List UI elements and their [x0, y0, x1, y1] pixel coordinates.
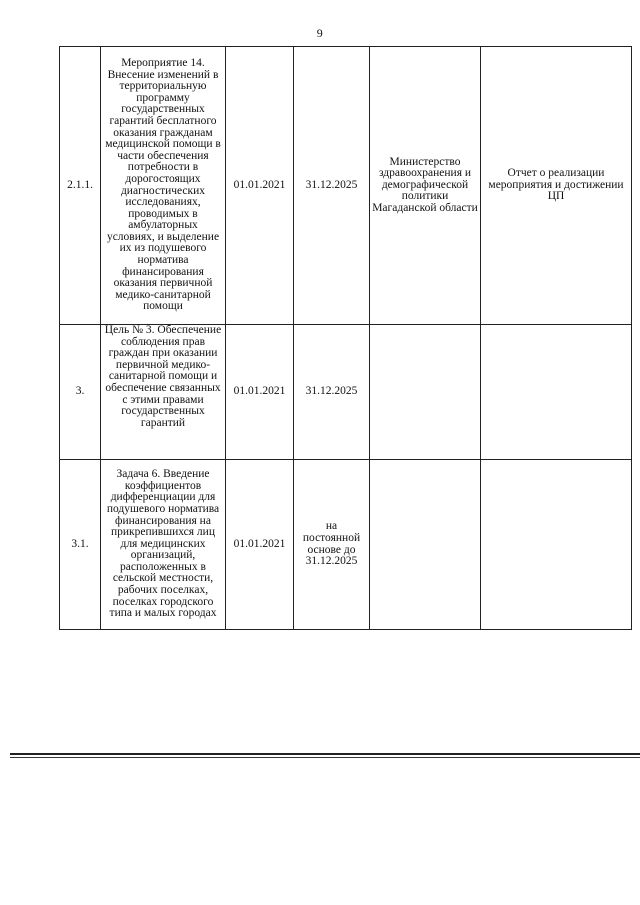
table-row — [60, 47, 632, 325]
row-activity-name: Мероприятие 14. Внесение изменений в территориальную программу государственных гарантий бесплатного оказания гражданам медицинской помощи в части обеспечения потребности в дорогостоящих диагностических исследованиях, проводимых в амбулаторных условиях, и выделение их из подушевого норматива финансирования оказания первичной медико-санитарной помощи — [101, 47, 226, 325]
row-activity-name: Задача 6. Введение коэффициентов дифференциации для подушевого норматива финансирования на прикрепившихся лиц для медицинских организаций, расположенных в сельской местности, рабочих поселках, поселках городского типа и малых городах — [101, 460, 226, 630]
row-activity-name: Цель № 3. Обеспечение соблюдения прав граждан при оказании первичной медико-санитарной помощи и обеспечение связанных с этими правами государственных гарантий — [101, 325, 226, 460]
row-start-date: 01.01.2021 — [226, 47, 294, 325]
row-end-date: на постоянной основе до 31.12.2025 — [294, 460, 370, 630]
row-number: 3. — [60, 325, 101, 460]
row-result — [481, 460, 632, 630]
row-executor: Министерство здравоохранения и демографической политики Магаданской области — [370, 47, 481, 325]
table-row — [60, 460, 632, 630]
row-end-date: 31.12.2025 — [294, 325, 370, 460]
row-number: 3.1. — [60, 460, 101, 630]
row-executor — [370, 460, 481, 630]
row-result — [481, 325, 632, 460]
row-executor — [370, 325, 481, 460]
footer-rule — [10, 753, 640, 755]
row-start-date: 01.01.2021 — [226, 460, 294, 630]
row-number: 2.1.1. — [60, 47, 101, 325]
row-start-date: 01.01.2021 — [226, 325, 294, 460]
page-number: 9 — [316, 26, 324, 40]
footer-rule-thin — [10, 757, 640, 758]
table-row — [60, 325, 632, 460]
row-result: Отчет о реализации мероприятия и достижении ЦП — [481, 47, 632, 325]
row-end-date: 31.12.2025 — [294, 47, 370, 325]
plan-table — [59, 46, 632, 630]
